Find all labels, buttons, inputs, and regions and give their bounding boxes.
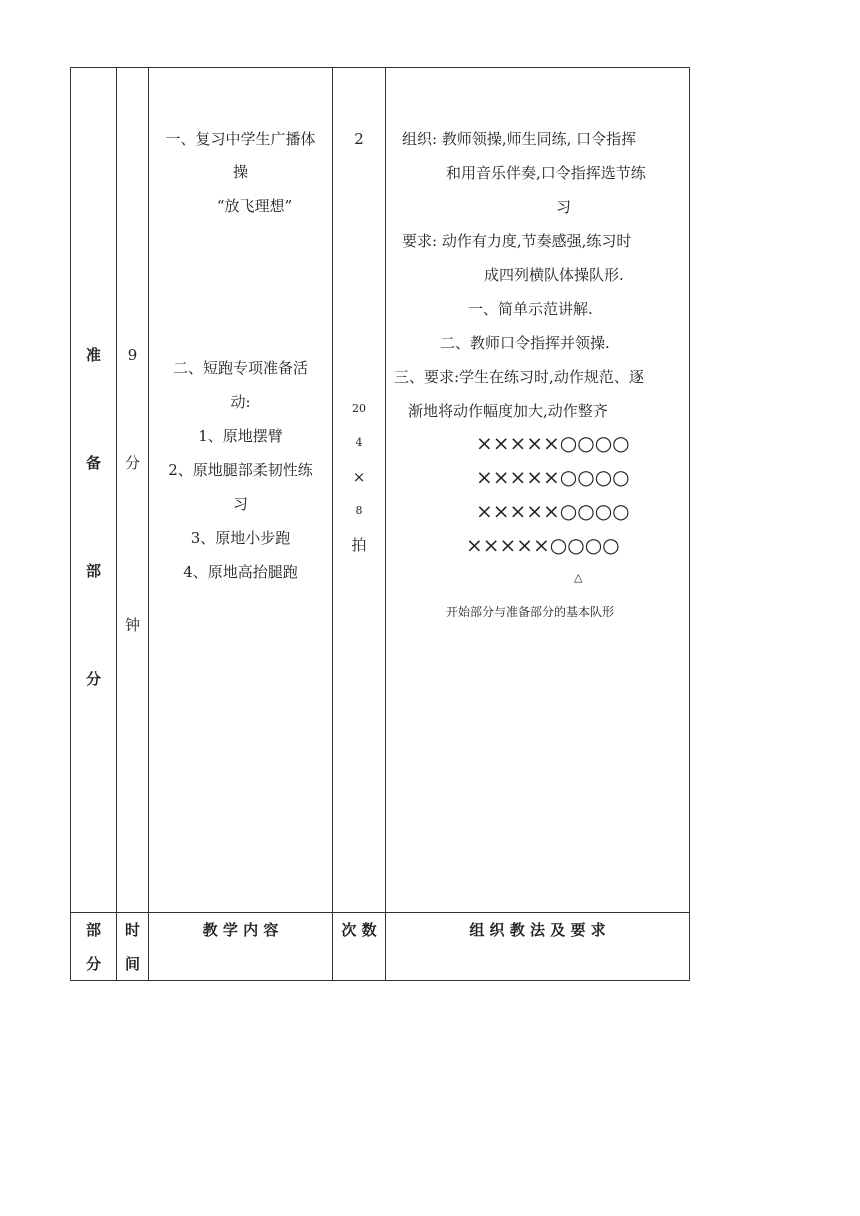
- method-line: 渐地将动作幅度加大,动作整齐: [408, 402, 608, 420]
- section-label-char: 部: [85, 562, 101, 580]
- content-line: 2、原地腿部柔韧性练: [168, 461, 313, 479]
- header-time-label: 时: [124, 921, 140, 939]
- method-line: 一、简单示范讲解.: [468, 300, 593, 318]
- count-column-cell: [332, 67, 386, 913]
- method-line: 要求: 动作有力度,节奏感强,练习时: [402, 232, 632, 250]
- content-line: 3、原地小步跑: [190, 529, 291, 547]
- header-method-label: 组 织 教 法 及 要 求: [469, 921, 606, 939]
- content-line: 习: [232, 495, 248, 513]
- section-label-char: 备: [85, 454, 101, 472]
- formation-row: ×××××○○○○: [476, 499, 630, 523]
- method-line: 组织: 教师领操,师生同练, 口令指挥: [402, 130, 637, 148]
- section-label-char: 分: [85, 670, 101, 688]
- section-column-cell: [70, 67, 117, 913]
- header-part-label: 部: [85, 921, 101, 939]
- teacher-marker: △: [574, 571, 583, 584]
- content-line: 4、原地高抬腿跑: [183, 563, 298, 581]
- formation-row: ×××××○○○○: [466, 533, 620, 557]
- method-column-cell: [385, 67, 690, 913]
- time-column-cell: [116, 67, 149, 913]
- content-line: 1、原地摆臂: [198, 427, 283, 445]
- formation-caption: 开始部分与准备部分的基本队形: [446, 605, 615, 619]
- section-label-char: 准: [85, 346, 101, 364]
- method-line: 和用音乐伴奏,口令指挥选节练: [446, 164, 646, 182]
- count-value: 8: [355, 504, 363, 517]
- content-line: “放飞理想”: [216, 197, 293, 215]
- count-value: 2: [354, 130, 364, 148]
- content-line: 一、复习中学生广播体: [165, 130, 316, 148]
- count-value: 20: [352, 402, 366, 415]
- formation-row: ×××××○○○○: [476, 431, 630, 455]
- content-line: 二、短跑专项准备活: [172, 359, 308, 377]
- method-line: 二、教师口令指挥并领操.: [440, 334, 610, 352]
- header-time-label: 间: [124, 955, 140, 973]
- content-column-cell: [148, 67, 333, 913]
- header-content-label: 教 学 内 容: [202, 921, 279, 939]
- count-value: 拍: [351, 536, 367, 554]
- content-line: 动:: [230, 393, 251, 411]
- header-count-label: 次 数: [341, 921, 377, 939]
- count-value: ×: [352, 468, 366, 486]
- time-char: 分: [124, 454, 140, 472]
- formation-row: ×××××○○○○: [476, 465, 630, 489]
- method-line: 三、要求:学生在练习时,动作规范、逐: [394, 368, 644, 386]
- method-line: 习: [556, 198, 572, 216]
- time-char: 9: [127, 346, 138, 364]
- content-line: 操: [232, 163, 248, 181]
- header-part-label: 分: [85, 955, 101, 973]
- time-char: 钟: [124, 616, 140, 634]
- count-value: 4: [355, 436, 363, 449]
- method-line: 成四列横队体操队形.: [484, 266, 624, 284]
